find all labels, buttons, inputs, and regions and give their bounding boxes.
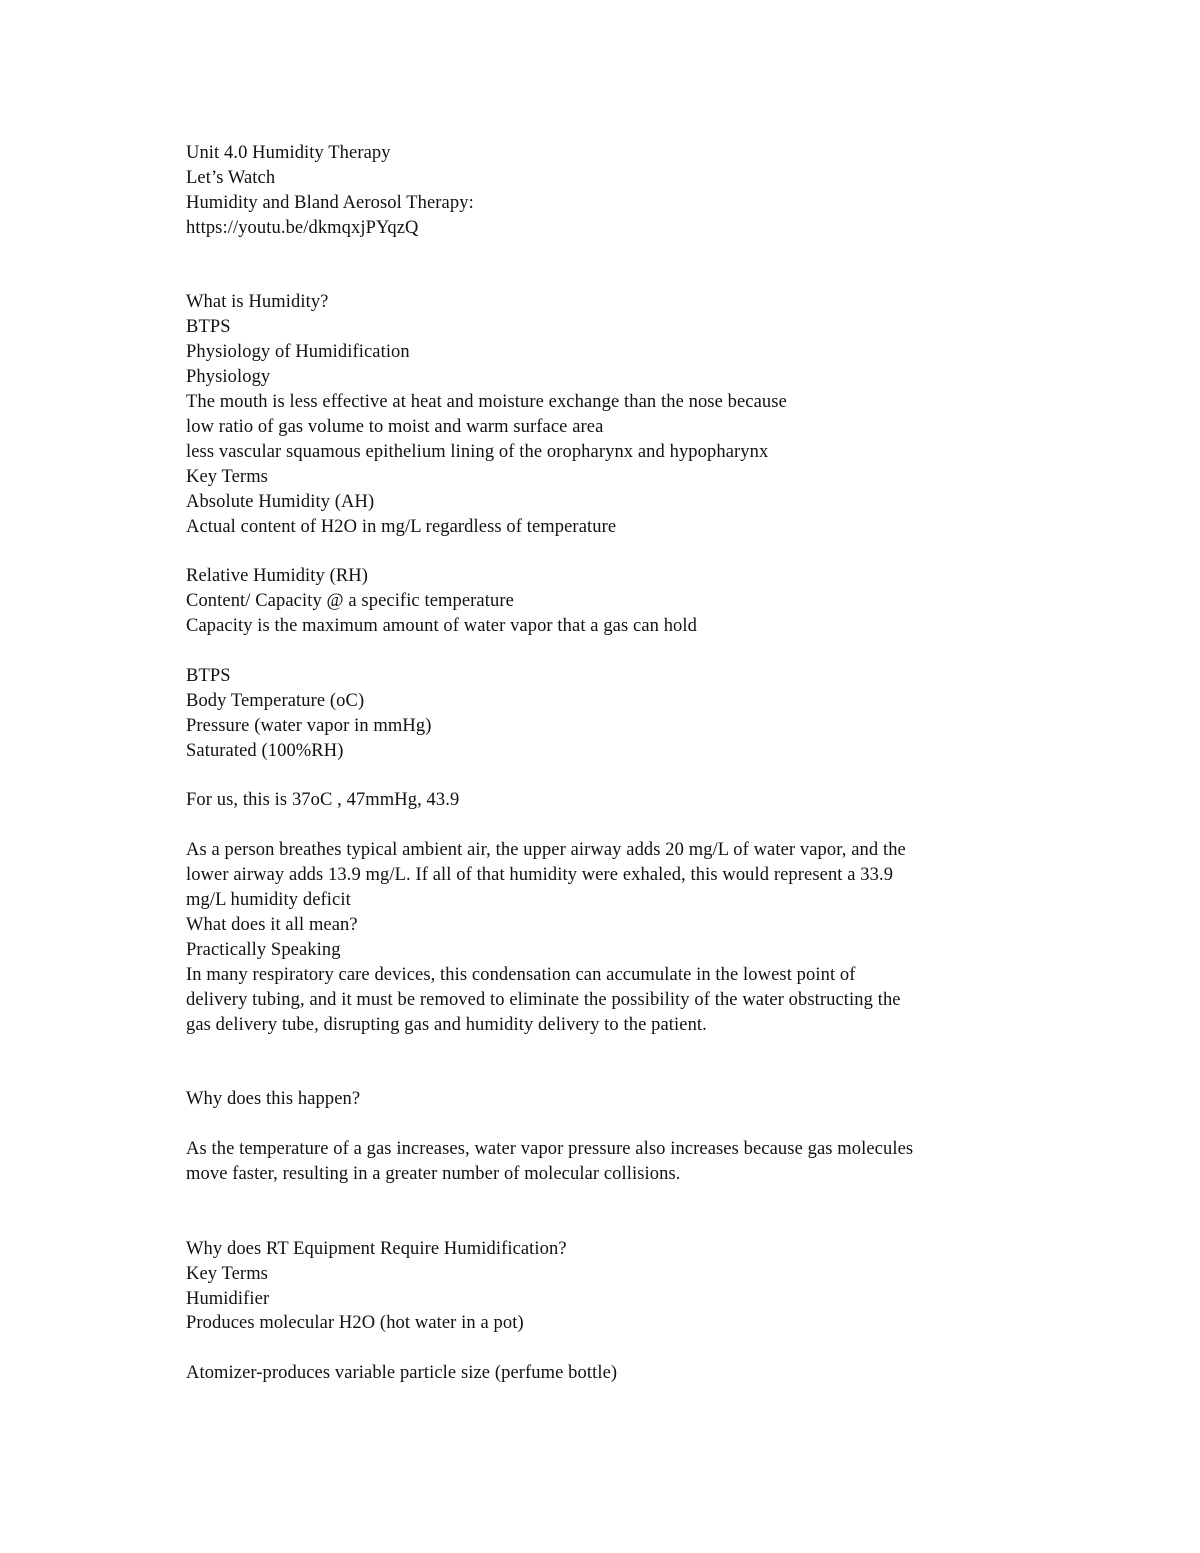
blank-line [186, 764, 1026, 789]
text-line: Capacity is the maximum amount of water vapor that a gas can hold [186, 616, 697, 637]
text-line: Key Terms [186, 466, 268, 487]
text-line: Produces molecular H2O (hot water in a pot) [186, 1313, 524, 1334]
text-line: Physiology [186, 367, 271, 388]
text-line: BTPS [186, 665, 231, 686]
blank-line [186, 1038, 1026, 1063]
text-line: The mouth is less effective at heat and moisture exchange than the nose because [186, 392, 787, 413]
text-line: Body Temperature (oC) [186, 690, 365, 711]
text-line: low ratio of gas volume to moist and warm surface area [186, 416, 604, 437]
text-line: Humidifier [186, 1288, 270, 1309]
text-line: gas delivery tube, disrupting gas and humidity delivery to the patient. [186, 1014, 707, 1035]
text-line: less vascular squamous epithelium lining of the oropharynx and hypopharynx [186, 441, 769, 462]
blank-line [186, 241, 1026, 266]
blank-line [186, 1212, 1026, 1237]
text-line: As the temperature of a gas increases, water vapor pressure also increases because gas molecules [186, 1139, 914, 1160]
document-body [186, 141, 1026, 1386]
text-line: Humidity and Bland Aerosol Therapy: [186, 192, 474, 213]
text-line: Relative Humidity (RH) [186, 566, 369, 587]
blank-line [186, 1112, 1026, 1137]
text-line: Absolute Humidity (AH) [186, 491, 375, 512]
text-line: move faster, resulting in a greater number of molecular collisions. [186, 1164, 681, 1185]
text-line: Why does this happen? [186, 1089, 361, 1110]
text-line: Key Terms [186, 1263, 268, 1284]
blank-line [186, 813, 1026, 838]
blank-line [186, 1062, 1026, 1087]
blank-line [186, 639, 1026, 664]
text-line: Physiology of Humidification [186, 342, 410, 363]
text-line: Unit 4.0 Humidity Therapy [186, 143, 391, 163]
blank-line [186, 1336, 1026, 1361]
text-line: As a person breathes typical ambient air, the upper airway adds 20 mg/L of water vapor, and the [186, 840, 906, 861]
text-line: BTPS [186, 317, 231, 338]
blank-line [186, 1187, 1026, 1212]
text-line: What does it all mean? [186, 915, 358, 935]
text-line: https://youtu.be/dkmqxjPYqzQ [186, 217, 419, 238]
text-line: Actual content of H2O in mg/L regardless of temperature [186, 516, 617, 537]
text-line: What is Humidity? [186, 292, 329, 313]
text-line: For us, this is 37oC , 47mmHg, 43.9 [186, 790, 460, 811]
text-line: Practically Speaking [186, 939, 341, 960]
text-line: Saturated (100%RH) [186, 740, 344, 761]
text-line: delivery tubing, and it must be removed to eliminate the possibility of the water obstructing the [186, 989, 901, 1010]
text-line: Pressure (water vapor in mmHg) [186, 715, 432, 736]
text-line: Content/ Capacity @ a specific temperature [186, 591, 514, 612]
text-line: lower airway adds 13.9 mg/L. If all of that humidity were exhaled, this would represent a 33.9 [186, 865, 894, 886]
text-line: In many respiratory care devices, this condensation can accumulate in the lowest point of [186, 964, 856, 985]
text-line: mg/L humidity deficit [186, 890, 351, 911]
blank-line [186, 266, 1026, 291]
text-line: Why does RT Equipment Require Humidification? [186, 1238, 567, 1259]
text-line: Atomizer-produces variable particle size (perfume bottle) [186, 1363, 618, 1384]
blank-line [186, 539, 1026, 564]
text-line: Let’s Watch [186, 167, 276, 188]
